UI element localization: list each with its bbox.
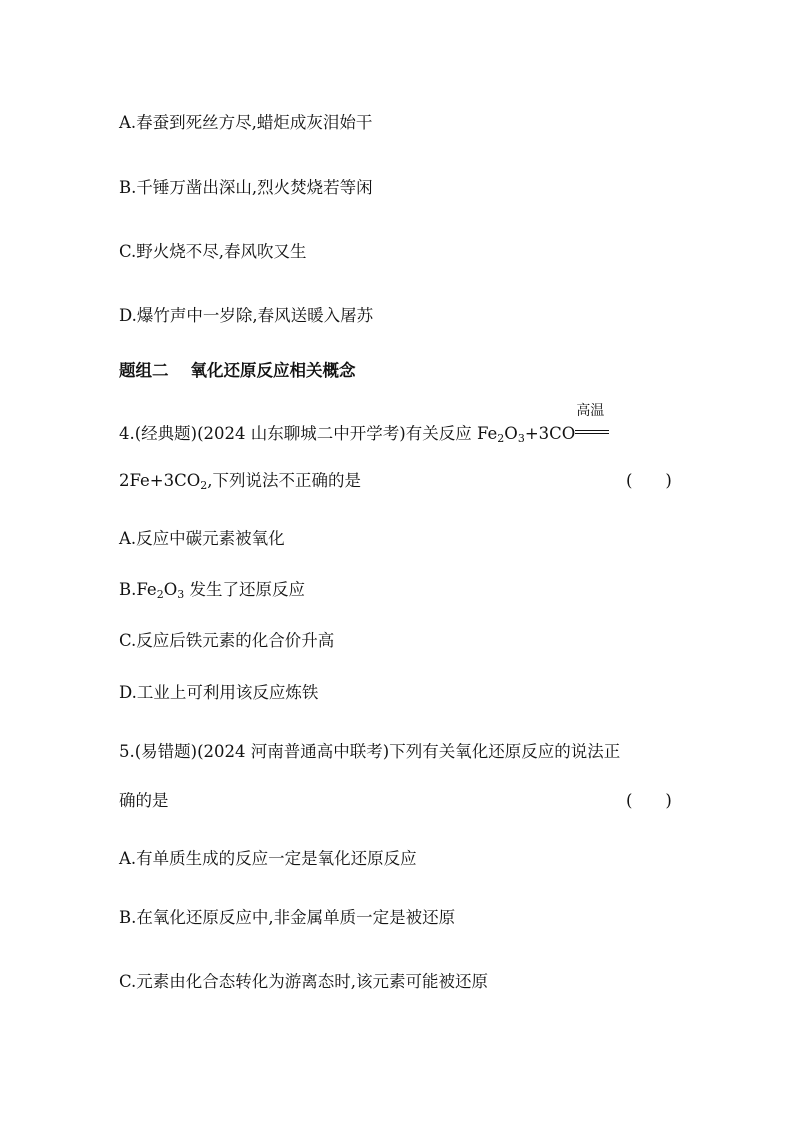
q4-stem-line2 xyxy=(119,470,361,492)
q4-option-b-part1: B.Fe xyxy=(119,580,157,599)
section-title: 氧化还原反应相关概念 xyxy=(190,361,356,380)
q4-option-b-sub2: 3 xyxy=(177,588,185,601)
q4-option-b-part2: O xyxy=(163,580,178,599)
reaction-condition xyxy=(575,403,611,445)
q4-sub1: 2 xyxy=(497,432,505,445)
condition-text: 高温 xyxy=(576,403,605,419)
q3-option-a: A.春蚕到死丝方尽,蜡炬成灰泪始干 xyxy=(119,113,373,132)
q4-option-a: A.反应中碳元素被氧化 xyxy=(119,529,285,548)
q5-option-a: A.有单质生成的反应一定是氧化还原反应 xyxy=(119,849,417,868)
q4-question: ,下列说法不正确的是 xyxy=(207,471,362,490)
q5-option-b: B.在氧化还原反应中,非金属单质一定是被还原 xyxy=(119,908,456,927)
q4-o: O xyxy=(504,424,518,443)
section-group: 题组二 xyxy=(119,361,169,380)
q5-option-c: C.元素由化合态转化为游离态时,该元素可能被还原 xyxy=(119,972,489,991)
q4-sub3: 2 xyxy=(200,479,208,492)
q3-option-d: D.爆竹声中一岁除,春风送暖入屠苏 xyxy=(119,306,374,325)
q4-option-b-part3: 发生了还原反应 xyxy=(184,580,305,599)
q5-answer-blank: ( ) xyxy=(626,791,672,810)
q5-stem-line1: 5.(易错题)(2024 河南普通高中联考)下列有关氧化还原反应的说法正 xyxy=(119,742,621,761)
q4-answer-blank: ( ) xyxy=(626,471,672,490)
q3-option-b: B.千锤万凿出深山,烈火焚烧若等闲 xyxy=(119,178,373,197)
q4-prefix: 4.(经典题)(2024 山东聊城二中开学考)有关反应 Fe xyxy=(119,424,498,443)
q4-sub2: 3 xyxy=(517,432,525,445)
q4-option-d: D.工业上可利用该反应炼铁 xyxy=(119,683,319,702)
q4-co: +3CO xyxy=(524,424,576,443)
q4-stem-line1 xyxy=(119,403,611,445)
q5-stem-line2: 确的是 xyxy=(119,791,169,810)
section-heading xyxy=(119,360,356,382)
q4-option-b-sub1: 2 xyxy=(156,588,164,601)
q4-option-c: C.反应后铁元素的化合价升高 xyxy=(119,631,335,650)
q4-products: 2Fe+3CO xyxy=(119,471,201,490)
q4-option-b xyxy=(119,579,305,601)
q3-option-c: C.野火烧不尽,春风吹又生 xyxy=(119,242,307,261)
